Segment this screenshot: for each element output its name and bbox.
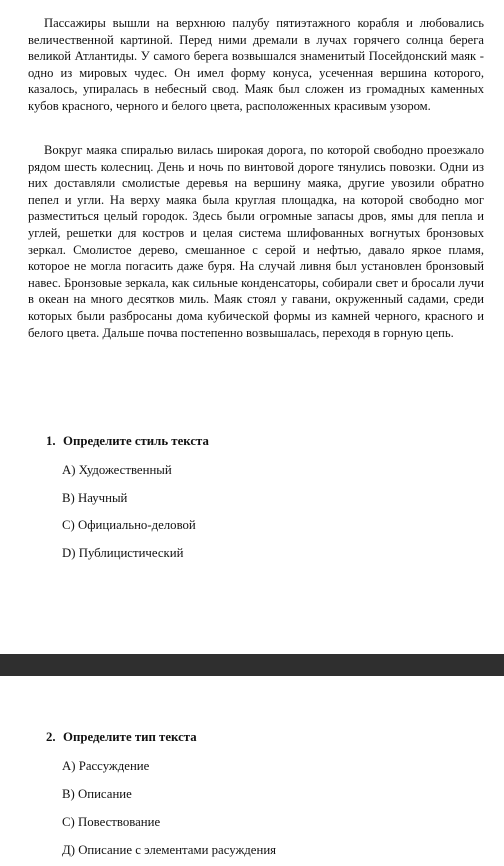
question-2-number: 2.	[46, 730, 56, 744]
question-2-text: Определите тип текста	[63, 730, 197, 744]
question-1-option-c: С) Официально-деловой	[62, 518, 196, 532]
question-1-option-d: D) Публицистический	[62, 546, 184, 560]
page-separator	[0, 654, 504, 676]
question-2-option-b: В) Описание	[62, 787, 132, 801]
question-1-option-a: А) Художественный	[62, 463, 172, 477]
question-2-title	[46, 730, 197, 745]
question-2-option-a: А) Рассуждение	[62, 759, 150, 773]
text-paragraph-2: Вокруг маяка спиралью вилась широкая дорога, по которой свободно проезжало рядом шесть колесниц. День и ночь по винтовой дороге тянулись повозки. Одни из них доставляли смолистые деревья на вершину маяка, другие увозили обратно пепел и угли. На верху маяка была круглая площадка, на которой свободно мог разместиться целый городок. Здесь были огромные запасы дров, ямы для пепла и углей, решетки для костров и целая система шлифованных вогнутых бронзовых зеркал. Смолистое дерево, смешанное с серой и нефтью, давало яркое пламя, которое не могла погасить даже буря. На случай ливня был установлен бронзовый навес. Бронзовые зеркала, как сильные конденсаторы, собирали свет и бросали лучи в океан на много десятков миль. Маяк стоял у гавани, окруженный садами, среди которых были разбросаны дома кубической формы из камней черного, красного и белого цвета. Дальше почва постепенно возвышалась, переходя в горную цепь.	[28, 143, 484, 340]
question-1-number: 1.	[46, 434, 56, 448]
question-1-option-b: В) Научный	[62, 491, 128, 505]
text-paragraph-1: Пассажиры вышли на верхнюю палубу пятиэтажного корабля и любовались величественной картиной. Перед ними дремали в лучах горячего солнца берега великой Атлантиды. У самого берега возвышался знаменитый Посейдонский маяк - одно из мировых чудес. Он имел форму конуса, усеченная вершина которого, казалось, упиралась в небесный свод. Маяк был сложен из громадных каменных кубов красного, черного и белого цвета, расположенных красивым узором.	[28, 16, 484, 113]
question-2-option-c: С) Повествование	[62, 815, 161, 829]
question-1-text: Определите стиль текста	[63, 434, 209, 448]
question-1-title	[46, 434, 209, 449]
question-2-option-d: Д) Описание с элементами расуждения	[62, 843, 277, 857]
